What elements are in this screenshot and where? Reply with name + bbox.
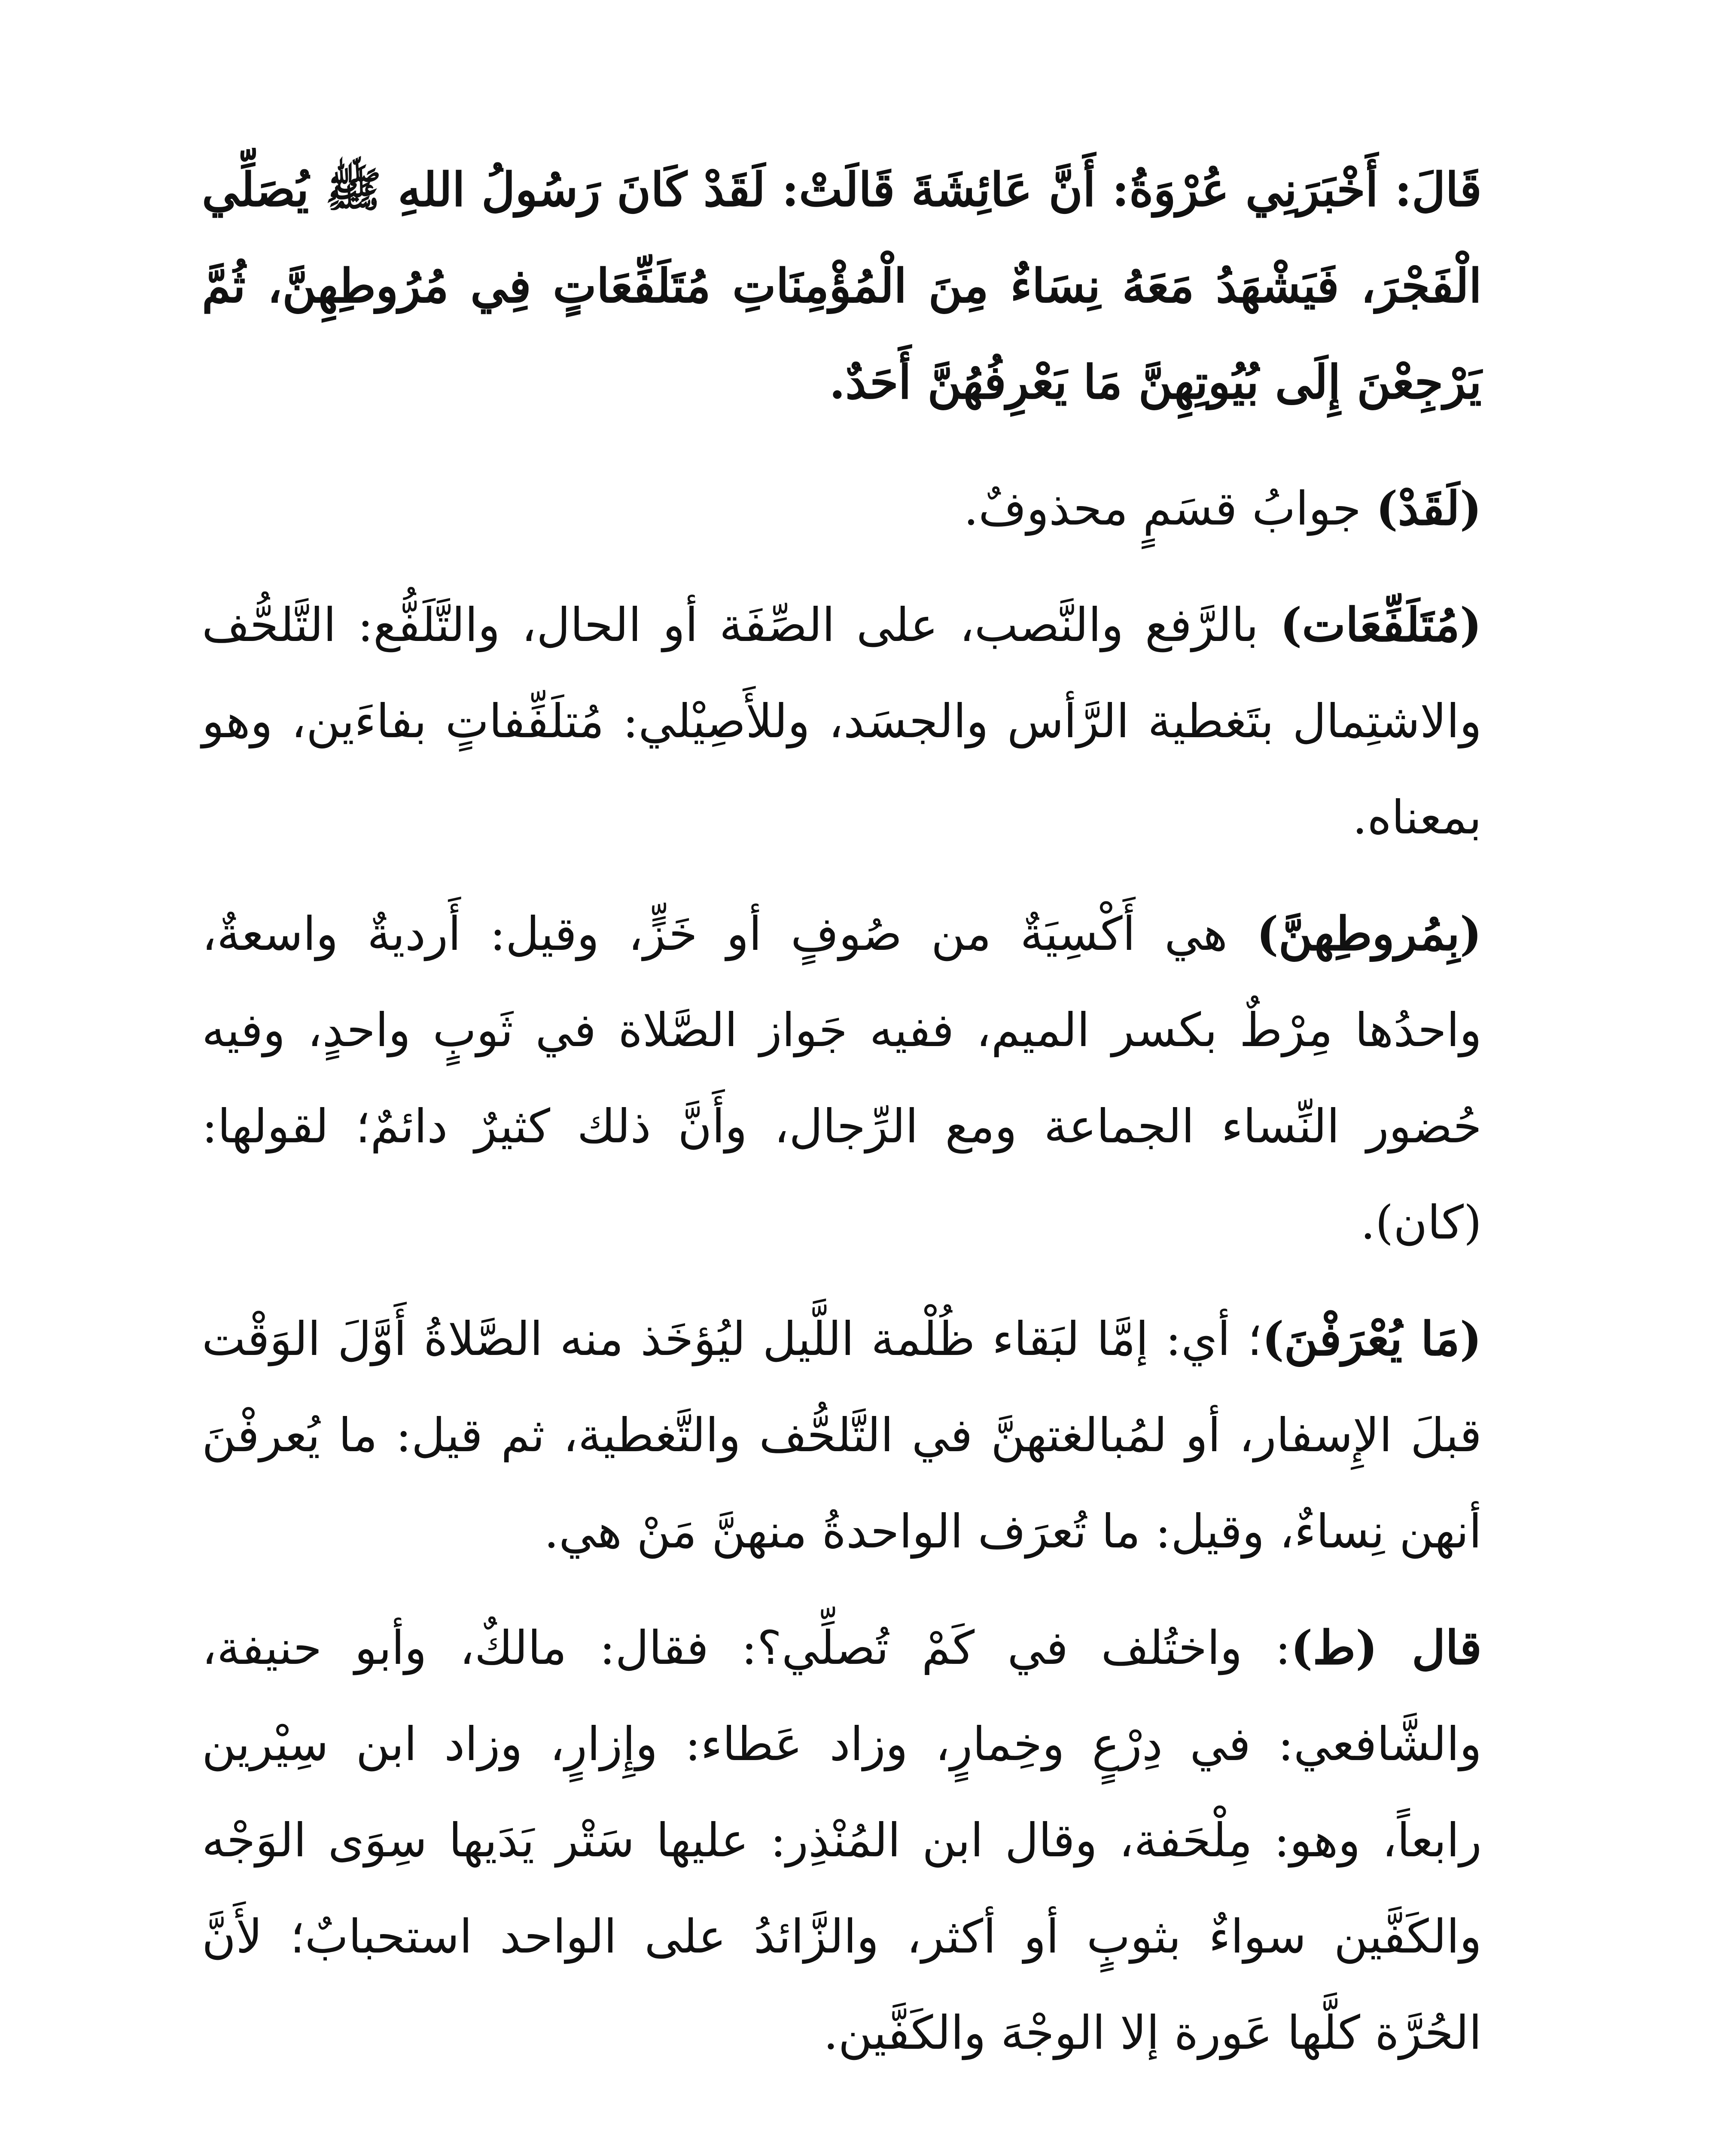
lemma: (مُتَلَفِّعَات) [1280,598,1482,652]
lemma: (مَا يُعْرَفْنَ) [1262,1312,1482,1366]
commentary-paragraph [202,886,1482,1271]
commentary-text: : واختُلف في كَمْ تُصلِّي؟: فقال: مالكٌ، وأبو حنيفة، والشَّافعي: في دِرْعٍ وخِمارٍ، وزاد عَطاء: وإِزارٍ، وزاد ابن سِيْرين رابعاً، وهو: مِلْحَفة، وقال ابن المُنْذِر: عليها سَتْر يَدَيها سِوَى الوَجْه والكَفَّين سواءٌ بثوبٍ أو أكثر، والزَّائدُ على الواحد استحبابٌ؛ لأَنَّ الحُرَّة كلَّها عَورة إلا الوجْهَ والكَفَّين. [202,1621,1482,2060]
hadith-text: قَالَ: أَخْبَرَنِي عُرْوَةُ: أَنَّ عَائِشَةَ قَالَتْ: لَقَدْ كَانَ رَسُولُ اللهِ ﷺ يُصَلِّي الْفَجْرَ، فَيَشْهَدُ مَعَهُ نِسَاءٌ مِنَ الْمُؤْمِنَاتِ مُتَلَفِّعَاتٍ فِي مُرُوطِهِنَّ، ثُمَّ يَرْجِعْنَ إِلَى بُيُوتِهِنَّ مَا يَعْرِفُهُنَّ أَحَدٌ. [202,163,1482,409]
page-body [202,142,1482,2101]
commentary-paragraph [202,1600,1482,2081]
lemma: (لَقَدْ) [1376,482,1482,536]
commentary-paragraph [202,1291,1482,1580]
commentary-text: جوابُ قسَمٍ محذوفٌ. [963,482,1376,536]
commentary-paragraph [202,577,1482,866]
commentary-text: هي أَكْسِيَةٌ من صُوفٍ أو خَزٍّ، وقيل: أَرديةٌ واسعةٌ، واحدُها مِرْطٌ بكسر الميم، ففيه جَواز الصَّلاة في ثَوبٍ واحدٍ، وفيه حُضور النِّساء الجماعة ومع الرِّجال، وأَنَّ ذلك كثيرٌ دائمٌ؛ لقولها: (كان). [202,907,1482,1250]
commentary-paragraph [202,461,1482,557]
commentary-text: ؛ أي: إمَّا لبَقاء ظُلْمة اللَّيل ليُؤخَذ منه الصَّلاةُ أَوَّلَ الوَقْت قبلَ الإِسفار، أو لمُبالغتهنَّ في التَّلحُّف والتَّغطية، ثم قيل: ما يُعرفْنَ أنهن نِساءٌ، وقيل: ما تُعرَف الواحدةُ منهنَّ مَنْ هي. [202,1312,1482,1559]
lemma: قال (ط) [1291,1621,1482,1675]
lemma: (بِمُروطِهنَّ) [1256,907,1482,961]
commentary-text: بالرَّفع والنَّصب، على الصِّفَة أو الحال، والتَّلَفُّع: التَّلحُّف والاشتِمال بتَغطية الرَّأس والجسَد، وللأَصِيْلي: مُتلَفِّفاتٍ بفاءَين، وهو بمعناه. [202,598,1482,845]
